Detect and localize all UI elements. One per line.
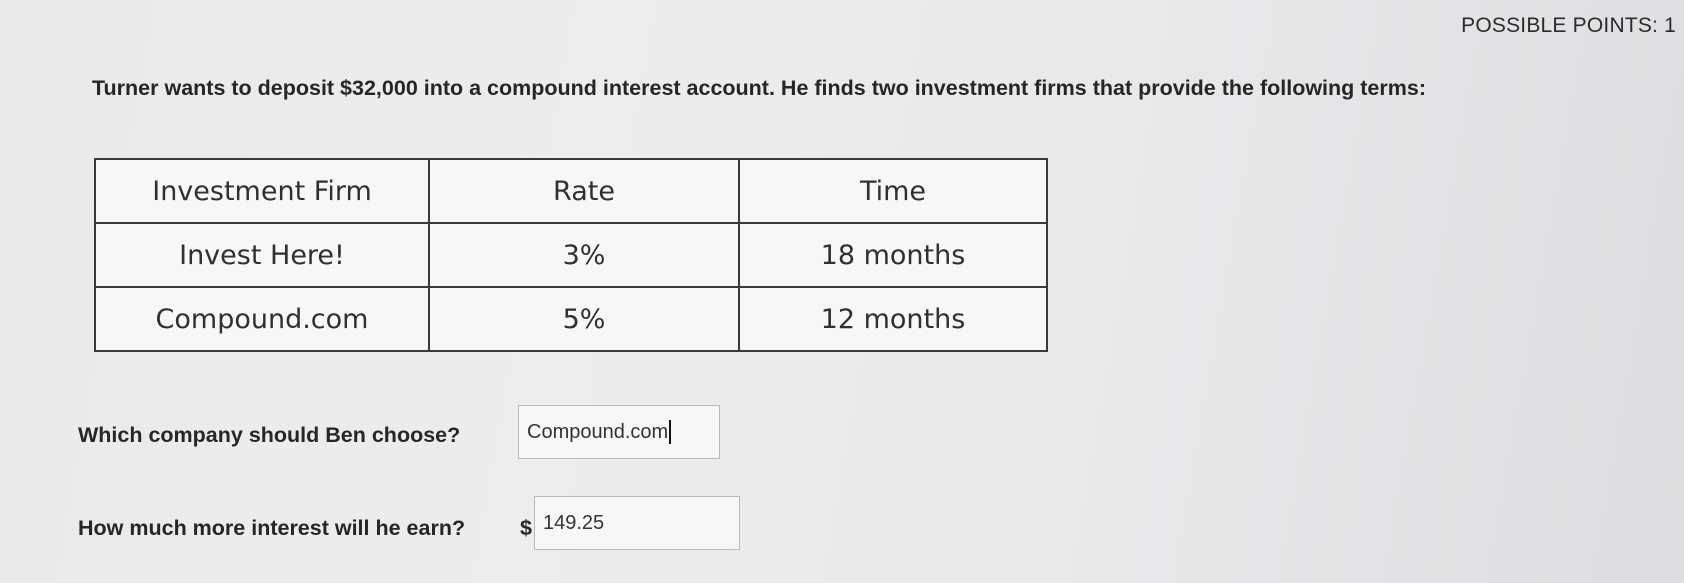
company-answer-value: Compound.com: [527, 420, 669, 443]
company-question-label: Which company should Ben choose?: [78, 423, 461, 447]
cell-firm: Invest Here!: [95, 223, 429, 287]
cell-time: 12 months: [739, 287, 1047, 351]
possible-points: POSSIBLE POINTS: 1: [1461, 14, 1676, 37]
company-answer-input[interactable]: [518, 405, 720, 459]
column-header-firm: Investment Firm: [95, 159, 429, 223]
cell-rate: 5%: [429, 287, 739, 351]
text-cursor: [669, 420, 671, 444]
cell-time: 18 months: [739, 223, 1047, 287]
table-row: [95, 287, 1047, 351]
table-header-row: [95, 159, 1047, 223]
interest-answer-value: 149.25: [543, 511, 605, 534]
cell-rate: 3%: [429, 223, 739, 287]
column-header-rate: Rate: [429, 159, 739, 223]
currency-symbol: $: [520, 516, 532, 540]
table-row: [95, 223, 1047, 287]
cell-firm: Compound.com: [95, 287, 429, 351]
question-text: Turner wants to deposit $32,000 into a compound interest account. He finds two investment firms that provide the following terms:: [92, 76, 1426, 100]
interest-question-label: How much more interest will he earn?: [78, 516, 466, 540]
interest-answer-input[interactable]: [534, 496, 740, 550]
investment-terms-table: [94, 158, 1048, 352]
column-header-time: Time: [739, 159, 1047, 223]
